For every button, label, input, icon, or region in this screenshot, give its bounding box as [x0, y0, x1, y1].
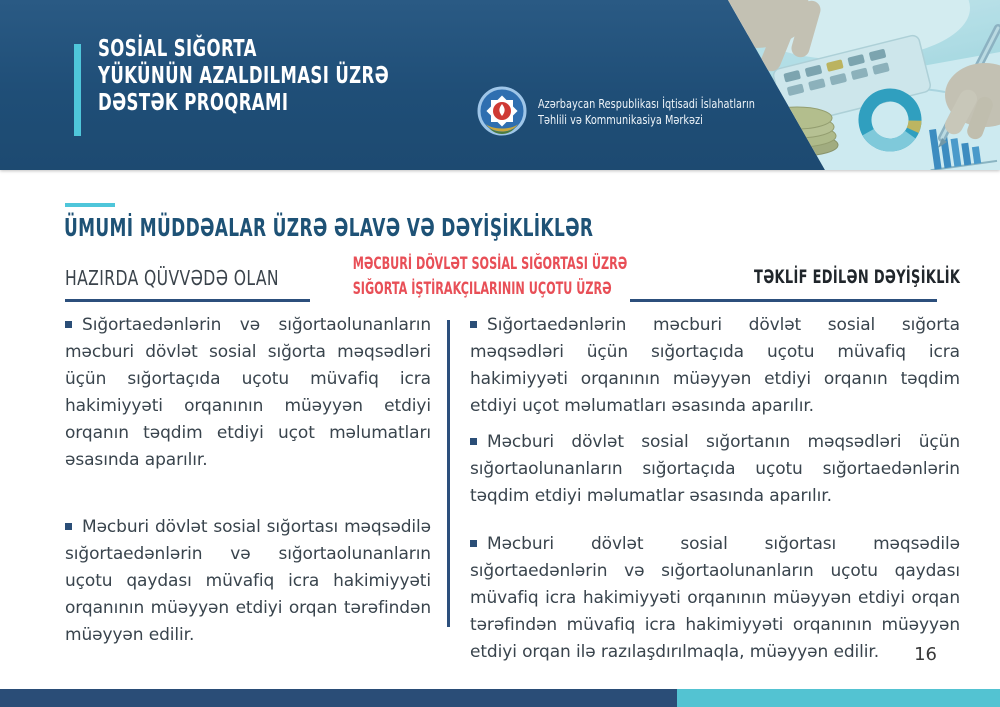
center-header-line-1: MƏCBURİ DÖVLƏT SOSİAL SIĞORTASI ÜZRƏ	[352, 254, 628, 274]
org-identity	[476, 86, 816, 138]
footer-navy-bar	[0, 689, 677, 707]
slide-title-line-2: YÜKÜNÜN AZALDILMASI ÜZRƏ	[98, 63, 390, 89]
title-accent-bar	[74, 44, 81, 136]
left-paragraph-1	[65, 312, 431, 474]
section-title: ÜMUMİ MÜDDƏALAR ÜZRƏ ƏLAVƏ VƏ DƏYİŞİKLİKLƏR	[64, 213, 594, 242]
left-header-rule	[65, 299, 310, 302]
org-name	[538, 96, 755, 129]
column-divider	[447, 320, 450, 627]
bullet-icon	[65, 321, 72, 328]
page-number: 16	[914, 644, 937, 665]
right-header-rule	[630, 299, 937, 302]
header-band	[0, 0, 1000, 170]
right-paragraph-2-text: Məcburi dövlət sosial sığortanın məqsədləri üçün sığortaolunanların sığortaçıda uçotu sığortaedənlərin təqdim etdiyi məlumatlar əsasında aparılır.	[470, 432, 960, 506]
center-header-line-2: SIĞORTA İŞTİRAKÇILARININ UÇOTU ÜZRƏ	[352, 279, 612, 299]
section-accent-line	[65, 203, 115, 207]
slide-title-line-3: DƏSTƏK PROQRAMI	[98, 90, 289, 116]
right-column-header: TƏKLİF EDİLƏN DƏYİŞİKLİK	[753, 266, 960, 288]
right-paragraph-1	[470, 312, 960, 420]
left-paragraph-1-text: Sığortaedənlərin və sığortaolunanların məcburi dövlət sosial sığorta məqsədləri üçün sığortaçıda uçotu müvafiq icra hakimiyyəti orqanının müəyyən etdiyi orqanın təqdim etdiyi uçot məlumatları əsasında aparılır.	[65, 315, 431, 470]
bullet-icon	[470, 438, 477, 445]
left-paragraph-2	[65, 514, 431, 649]
center-column-header	[300, 252, 628, 302]
slide-title	[98, 36, 389, 117]
slide-title-line-1: SOSİAL SIĞORTA	[98, 36, 257, 62]
left-column-header: HAZIRDA QÜVVƏDƏ OLAN	[65, 266, 279, 290]
left-column	[65, 312, 431, 649]
bullet-icon	[65, 523, 72, 530]
org-name-line-1: Azərbaycan Respublikası İqtisadi İslahatların	[538, 95, 755, 111]
right-column	[470, 312, 960, 666]
right-paragraph-2	[470, 429, 960, 510]
azerbaijan-emblem-icon	[476, 86, 528, 138]
org-name-line-2: Təhlili və Kommunikasiya Mərkəzi	[538, 112, 703, 127]
bullet-icon	[470, 540, 477, 547]
left-paragraph-2-text: Məcburi dövlət sosial sığortası məqsədilə sığortaedənlərin və sığortaolunanların uçotu qaydası müvafiq icra hakimiyyəti orqanının müəyyən etdiyi orqan tərəfindən müəyyən edilir.	[65, 517, 431, 645]
header-photo	[700, 0, 1000, 170]
office-scene-illustration	[700, 0, 1000, 170]
right-paragraph-3-text: Məcburi dövlət sosial sığortası məqsədilə sığortaedənlərin və sığortaolunanların uçotu qaydası müvafiq icra hakimiyyəti orqanının müəyyən etdiyi orqan tərəfindən müvafiq icra hakimiyyəti orqanının müəyyən etdiyi orqan ilə razılaşdırılmaqla, müəyyən edilir.	[470, 534, 960, 662]
right-paragraph-3	[470, 531, 960, 666]
footer-teal-bar	[677, 689, 1000, 707]
right-paragraph-1-text: Sığortaedənlərin məcburi dövlət sosial sığorta məqsədləri üçün sığortaçıda uçotu müvafiq icra hakimiyyəti orqanının müəyyən etdiyi orqanın təqdim etdiyi uçot məlumatları əsasında aparılır.	[470, 315, 960, 416]
bullet-icon	[470, 321, 477, 328]
